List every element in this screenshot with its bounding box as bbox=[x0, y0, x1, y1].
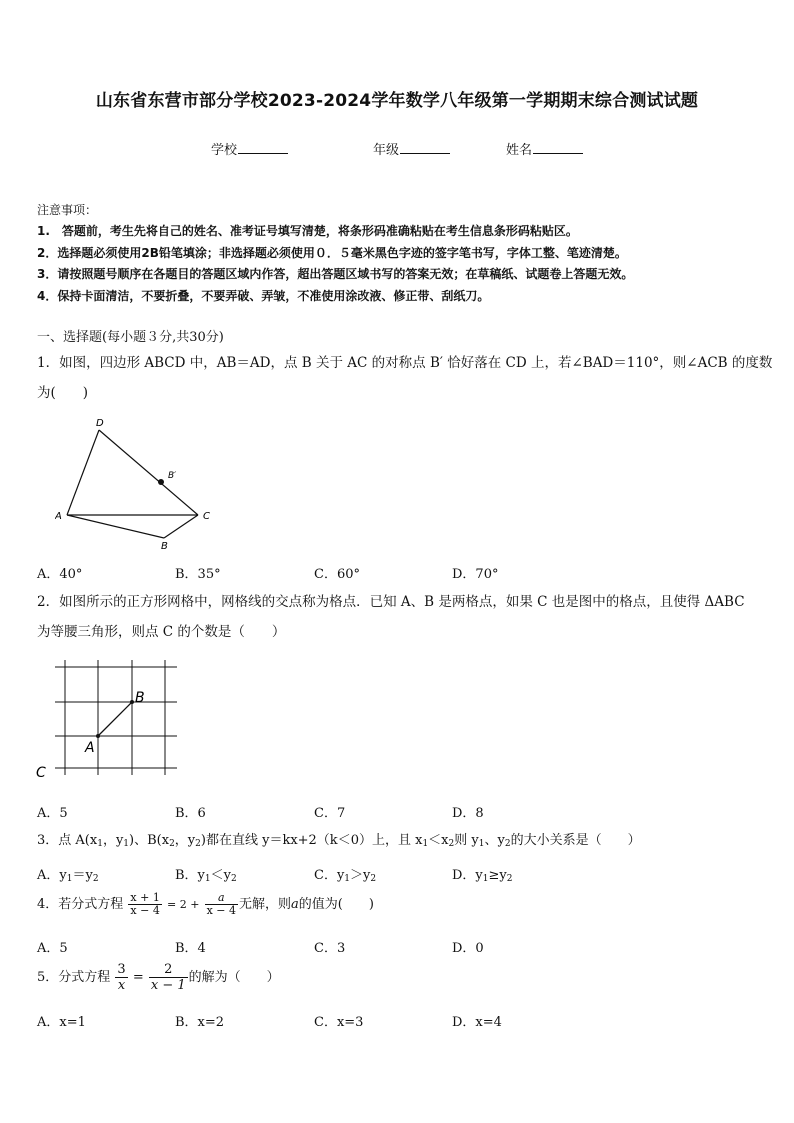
q1-label-c: C bbox=[203, 511, 210, 522]
q1-edge-bc bbox=[164, 515, 198, 538]
page-title: 山东省东营市部分学校2023-2024学年数学八年级第一学期期末综合测试试题 bbox=[95, 91, 699, 111]
q1-label-a: A bbox=[55, 511, 62, 522]
notice-item: 1. 答题前，考生先将自己的姓名、准考证号填写清楚，将条形码准确粘贴在考生信息条形码粘贴区。 bbox=[37, 224, 578, 238]
q4-fraction-left: $\frac{x + 1}{x - 4}$ bbox=[130, 891, 160, 917]
school-field[interactable] bbox=[211, 139, 288, 158]
q2-option-b[interactable]: B．6 bbox=[175, 806, 206, 821]
q2-option-c[interactable]: C．7 bbox=[314, 806, 346, 821]
q2-option-a[interactable]: A．5 bbox=[37, 806, 68, 821]
q5-option-a[interactable]: A．x=1 bbox=[37, 1015, 86, 1030]
q1-option-b[interactable]: B．35° bbox=[175, 567, 221, 582]
q2-label-a: A bbox=[85, 740, 95, 756]
q3-option-a[interactable]: A．$y_1=y_2$ bbox=[37, 868, 99, 884]
q1-label-b: B bbox=[161, 541, 168, 552]
q1-edge-dc bbox=[99, 430, 198, 515]
q5-option-c[interactable]: C．x=3 bbox=[314, 1015, 364, 1030]
q1-option-c[interactable]: C．60° bbox=[314, 567, 360, 582]
q1-edge-ab bbox=[67, 515, 164, 538]
q2-figure bbox=[32, 657, 187, 782]
q4-option-a[interactable]: A．5 bbox=[37, 941, 68, 956]
q3-option-b[interactable]: B．$y_1<y_2$ bbox=[175, 868, 237, 884]
notice-item: 3．请按照题号顺序在各题目的答题区域内作答，超出答题区域书写的答案无效；在草稿纸、试题卷上答题无效。 bbox=[37, 267, 634, 281]
notice-item: 2．选择题必须使用2B铅笔填涂；非选择题必须使用０．５毫米黑色字迹的签字笔书写，字体工整、笔迹清楚。 bbox=[37, 246, 627, 260]
q5-option-b[interactable]: B．x=2 bbox=[175, 1015, 225, 1030]
q2-label-b: B bbox=[135, 690, 145, 706]
q5-fraction-left: $\frac{3}{x}$ bbox=[117, 962, 126, 993]
q1-text-line2: 为( ) bbox=[37, 385, 89, 401]
name-label: 姓名 bbox=[506, 143, 533, 158]
q2-label-c: C bbox=[36, 765, 46, 781]
q2-point-b bbox=[130, 700, 134, 704]
name-field[interactable] bbox=[506, 139, 583, 158]
q1-label-d: D bbox=[96, 418, 104, 429]
q1-figure bbox=[55, 414, 225, 554]
grade-field[interactable] bbox=[373, 139, 450, 158]
q2-segment-ab bbox=[98, 702, 132, 736]
school-label: 学校 bbox=[211, 143, 238, 158]
q4-text: 4．若分式方程 $\frac{x + 1}{x - 4}$ = 2 + $\frac{a}{x - 4}$ 无解，则a的值为( ) bbox=[37, 891, 374, 917]
q1-text-line1: 1．如图，四边形 ABCD 中，AB＝AD，点 B 关于 AC 的对称点 B′ 恰好落在 CD 上，若∠BAD＝110°，则∠ACB 的度数 bbox=[37, 355, 773, 371]
q2-point-a bbox=[96, 734, 100, 738]
grade-blank[interactable] bbox=[400, 141, 450, 154]
q4-option-b[interactable]: B．4 bbox=[175, 941, 206, 956]
q1-option-a[interactable]: A．40° bbox=[37, 567, 83, 582]
q3-option-d[interactable]: D．$y_1\ge y_2$ bbox=[452, 868, 513, 884]
q4-fraction-right: $\frac{a}{x - 4}$ bbox=[206, 891, 236, 917]
q1-label-bprime: B′ bbox=[168, 471, 177, 481]
q1-edge-ad bbox=[67, 430, 99, 515]
notice-item: 4．保持卡面清洁，不要折叠，不要弄破、弄皱，不准使用涂改液、修正带、刮纸刀。 bbox=[37, 289, 490, 303]
q4-option-c[interactable]: C．3 bbox=[314, 941, 346, 956]
q2-text-line2: 为等腰三角形，则点 C 的个数是（ ） bbox=[37, 624, 286, 640]
notes-heading: 注意事项： bbox=[37, 203, 98, 217]
section-heading: 一、选择题(每小题３分,共30分) bbox=[37, 330, 224, 345]
q2-option-d[interactable]: D．8 bbox=[452, 806, 484, 821]
q5-fraction-right: $\frac{2}{x - 1}$ bbox=[150, 962, 186, 993]
grade-label: 年级 bbox=[373, 143, 400, 158]
q3-text: 3．点 $A(x_1$，$y_1$)、$B(x_2$，$y_2$)都在直线 y＝kx+2（k＜0）上，且 $x_1<x_2$则 $y_1$、$y_2$的大小关系是（ ） bbox=[37, 833, 641, 849]
q3-option-c[interactable]: C．$y_1>y_2$ bbox=[314, 868, 377, 884]
q1-option-d[interactable]: D．70° bbox=[452, 567, 499, 582]
school-blank[interactable] bbox=[238, 141, 288, 154]
name-blank[interactable] bbox=[533, 141, 583, 154]
q5-text: 5．分式方程 $\frac{3}{x}$ = $\frac{2}{x - 1}$ 的解为（ ） bbox=[37, 962, 280, 993]
q2-text-line1: 2．如图所示的正方形网格中，网格线的交点称为格点．已知 A、B 是两格点，如果 C 也是图中的格点，且使得 ΔABC bbox=[37, 594, 745, 610]
q4-option-d[interactable]: D．0 bbox=[452, 941, 484, 956]
q1-point-bprime bbox=[158, 479, 164, 485]
q5-option-d[interactable]: D．x=4 bbox=[452, 1015, 502, 1030]
